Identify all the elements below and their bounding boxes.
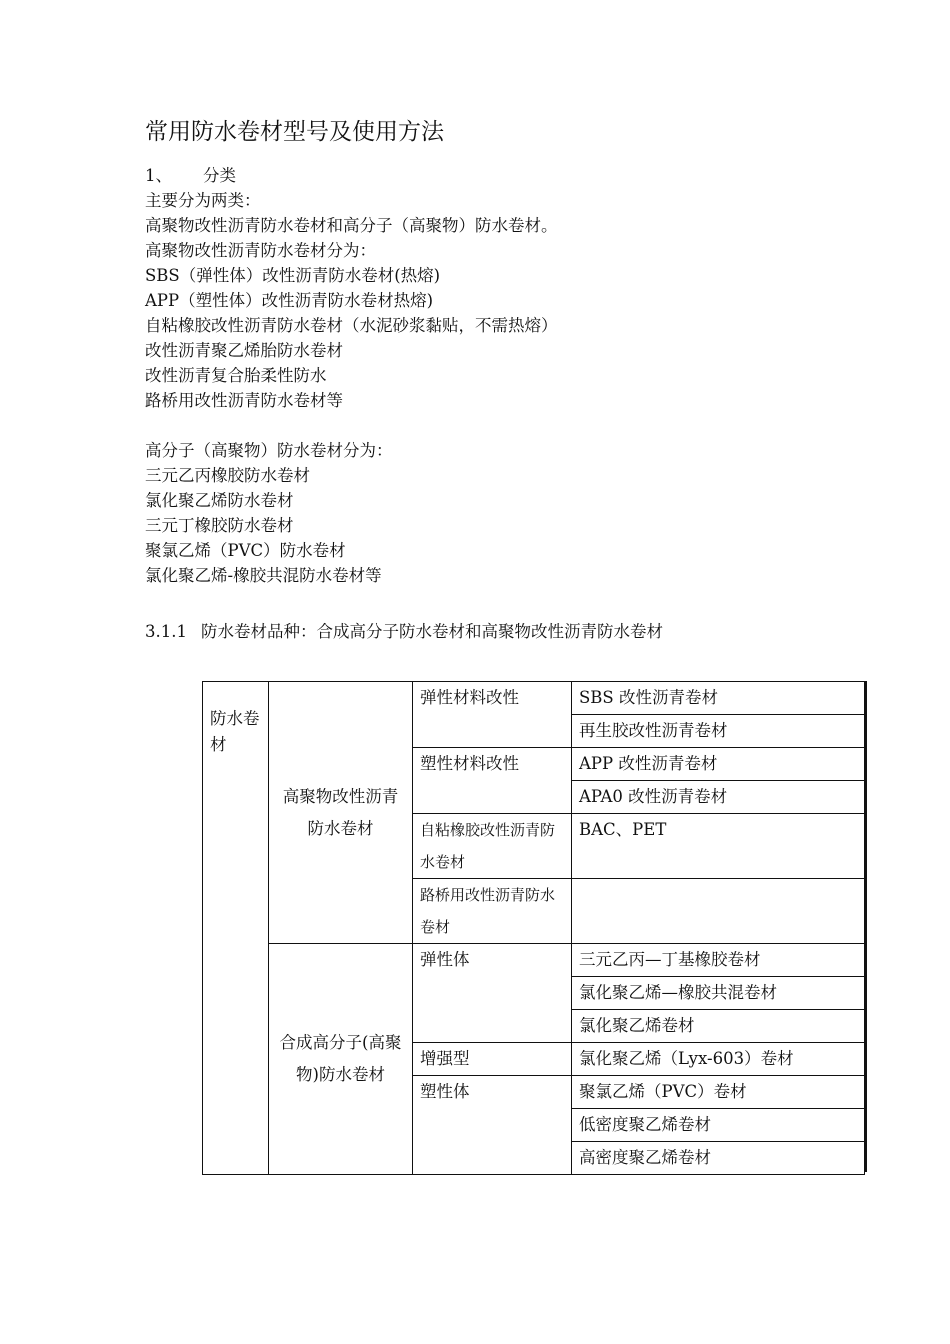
body-line: 路桥用改性沥青防水卷材等 (145, 391, 343, 410)
item-cell: 氯化聚乙烯卷材 (572, 1010, 865, 1043)
page-title: 常用防水卷材型号及使用方法 (145, 119, 444, 145)
table-right-rule (865, 681, 867, 1172)
waterproof-membrane-table (202, 681, 865, 1175)
subgroup-cell: 塑性体 (413, 1076, 572, 1175)
body-line: 高聚物改性沥青防水卷材分为： (145, 241, 376, 260)
body-line: 高聚物改性沥青防水卷材和高分子（高聚物）防水卷材。 (145, 216, 558, 235)
subgroup-cell: 增强型 (413, 1043, 572, 1076)
subgroup-cell: 自粘橡胶改性沥青防水卷材 (413, 814, 572, 879)
table-root-cell: 防水卷材 (203, 682, 269, 1175)
section-heading (145, 164, 236, 188)
item-cell: SBS 改性沥青卷材 (572, 682, 865, 715)
item-cell: 低密度聚乙烯卷材 (572, 1109, 865, 1142)
item-cell: APP 改性沥青卷材 (572, 748, 865, 781)
body-line: 氯化聚乙烯防水卷材 (145, 491, 294, 510)
subsection-label: 防水卷材品种：合成高分子防水卷材和高聚物改性沥青防水卷材 (201, 622, 663, 641)
subsection-heading (145, 620, 663, 644)
item-cell: APA0 改性沥青卷材 (572, 781, 865, 814)
item-cell: 氯化聚乙烯—橡胶共混卷材 (572, 977, 865, 1010)
body-line: APP（塑性体）改性沥青防水卷材热熔) (145, 291, 434, 310)
body-line: 改性沥青复合胎柔性防水 (145, 366, 327, 385)
group-cell: 合成高分子(高聚物)防水卷材 (269, 944, 413, 1175)
item-cell: 再生胶改性沥青卷材 (572, 715, 865, 748)
body-line: 聚氯乙烯（PVC）防水卷材 (145, 541, 346, 560)
body-line: 氯化聚乙烯-橡胶共混防水卷材等 (145, 566, 382, 585)
subgroup-cell: 弹性材料改性 (413, 682, 572, 748)
subsection-number: 3.1.1 (145, 622, 187, 641)
subgroup-cell: 路桥用改性沥青防水卷材 (413, 879, 572, 944)
item-cell: 氯化聚乙烯（Lyx-603）卷材 (572, 1043, 865, 1076)
body-line: 三元乙丙橡胶防水卷材 (145, 466, 310, 485)
item-cell (572, 879, 865, 944)
item-cell: 高密度聚乙烯卷材 (572, 1142, 865, 1175)
item-cell: 三元乙丙—丁基橡胶卷材 (572, 944, 865, 977)
body-line: 自粘橡胶改性沥青防水卷材（水泥砂浆黏贴，不需热熔） (145, 316, 558, 335)
subgroup-cell: 塑性材料改性 (413, 748, 572, 814)
body-line: 改性沥青聚乙烯胎防水卷材 (145, 341, 343, 360)
section-number: 1、 (145, 166, 172, 185)
subgroup-cell: 弹性体 (413, 944, 572, 1043)
body-line: 三元丁橡胶防水卷材 (145, 516, 294, 535)
item-cell: BAC、PET (572, 814, 865, 879)
group-cell: 高聚物改性沥青防水卷材 (269, 682, 413, 944)
body-line: 主要分为两类： (145, 191, 261, 210)
body-line: 高分子（高聚物）防水卷材分为： (145, 441, 393, 460)
body-line: SBS（弹性体）改性沥青防水卷材(热熔) (145, 266, 441, 285)
item-cell: 聚氯乙烯（PVC）卷材 (572, 1076, 865, 1109)
section-label: 分类 (203, 166, 236, 185)
